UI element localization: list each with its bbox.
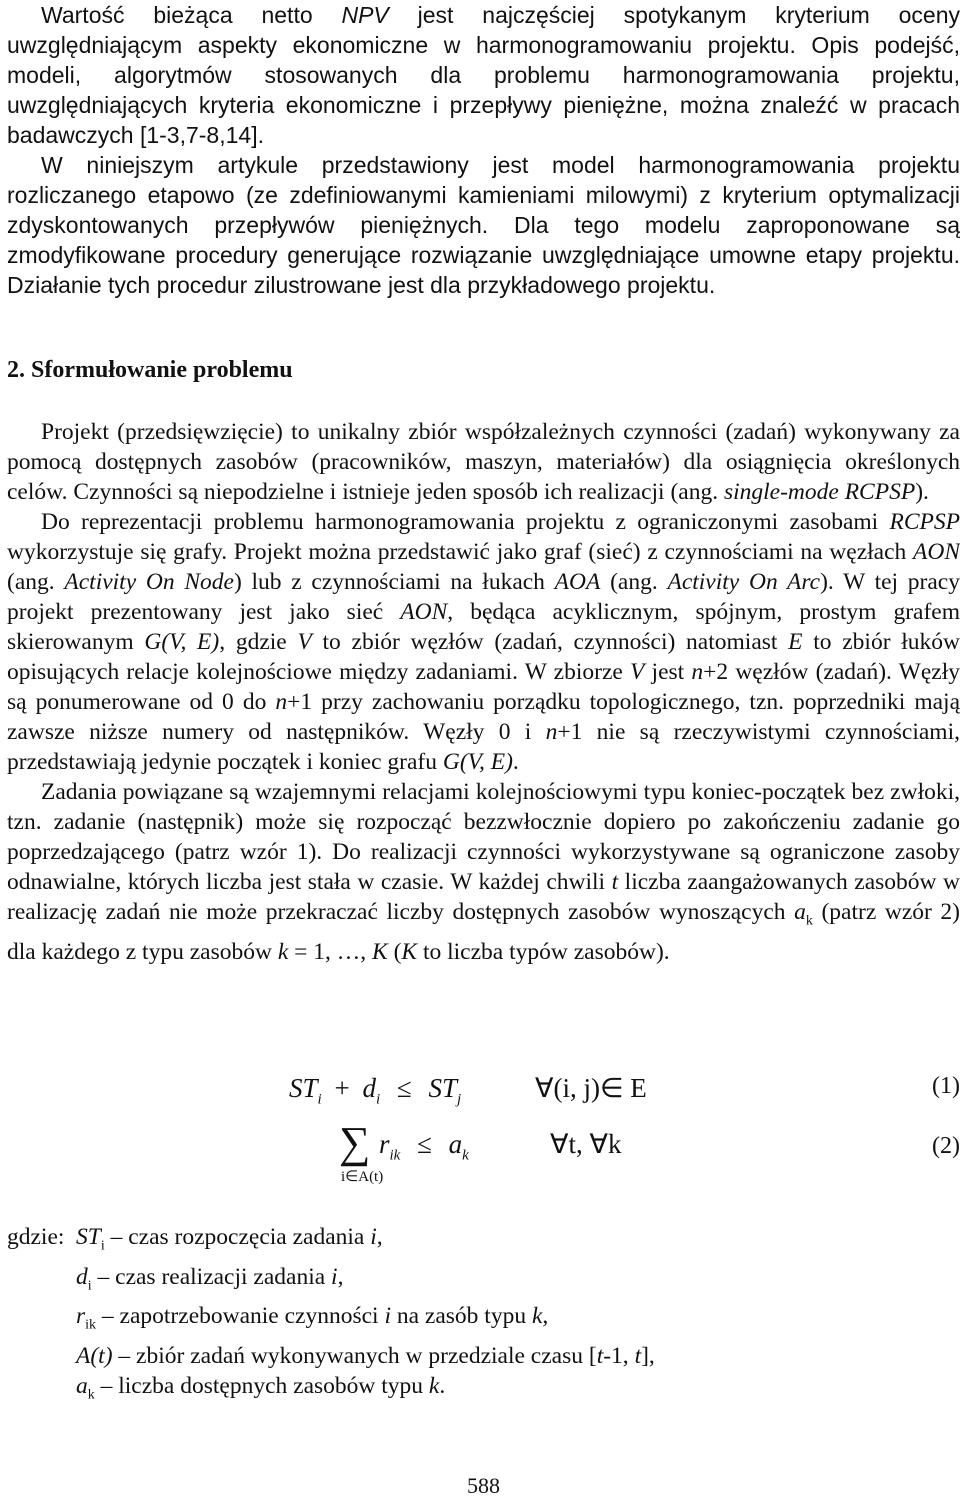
formula-1-condition: ∀(i, j)∈ E — [535, 1073, 647, 1103]
legend-item: $ST_i$ – czas rozpoczęcia zadania i, — [76, 1224, 383, 1254]
formula-2-condition: ∀t, ∀k — [550, 1129, 622, 1159]
intro-paragraph-1: Wartość bieżąca netto NPV jest najczęściej spotykanym kryterium oceny uwzględniającym aspekty ekonomiczne w harmonogramowaniu projektu. Opis podejść, modeli, algorytmów stosowanych dla problemu harmonogramowania projektu, uwzględniających kryteria ekonomiczne i przepływy pieniężne, można znaleźć w pracach badawczych [1-3,7-8,14]. — [7, 2, 960, 148]
section-paragraph-1: Projekt (przedsięwzięcie) to unikalny zbiór współzależnych czynności (zadań) wykonywany za pomocą dostępnych zasobów (pracowników, maszyn, materiałów) dla osiągnięcia określonych celów. Czynności są niepodzielne i istnieje jeden sposób ich realizacji (ang. single-mode RCPSP). — [7, 419, 960, 505]
formula-2 — [7, 1118, 960, 1195]
formula-1-number: (1) — [932, 1073, 960, 1099]
section-paragraph-3: Zadania powiązane są wzajemnymi relacjami kolejnościowymi typu koniec-początek bez zwłoki, tzn. zadanie (następnik) może się rozpocząć bezzwłocznie dopiero po zakończeniu zadanie go poprzedzającego (patrz wzór 1). Do realizacji czynności wykorzystywane są ograniczone zasoby odnawialne, których liczba jest stała w czasie. W każdej chwili t liczba zaangażowanych zasobów w realizację zadań nie może przekraczać liczby dostępnych zasobów wynoszących $a_k$ (patrz wzór 2) dla każdego z typu zasobów k = 1, …, K (K to liczba typów zasobów). — [7, 779, 960, 965]
symbol-legend — [7, 1222, 655, 1411]
legend-item: $r_{ik}$ – zapotrzebowanie czynności i na zasób typu k, — [76, 1303, 549, 1334]
legend-row-0 — [7, 1222, 655, 1262]
section-body — [7, 417, 960, 967]
intro-paragraph-2: W niniejszym artykule przedstawiony jest model harmonogramowania projektu rozliczanego etapowo (ze zdefiniowanymi kamieniami milowymi) z kryterium optymalizacji zdyskontowanych przepływów pieniężnych. Dla tego modelu zaproponowane są zmodyfikowane procedury generujące rozwiązanie uwzględniające umowne etapy projektu. Działanie tych procedur zilustrowane jest dla przykładowego projektu. — [7, 152, 960, 298]
formula-2-lhs: $r_{ik} \le a_k$ — [379, 1129, 469, 1164]
formula-1-lhs: $ST_i + d_i \le ST_j$ — [289, 1073, 462, 1108]
legend-item: $d_i$ – czas realizacji zadania i, — [76, 1263, 344, 1294]
legend-lead: gdzie: — [7, 1224, 65, 1250]
formula-2-number: (2) — [932, 1133, 960, 1159]
section-paragraph-2: Do reprezentacji problemu harmonogramowania projektu z ograniczonymi zasobami RCPSP wykorzystuje się grafy. Projekt można przedstawić jako graf (sieć) z czynnościami na węzłach AON (ang. Activity On Node) lub z czynnościami na łukach AOA (ang. Activity On Arc). W tej pracy projekt prezentowany jest jako sieć AON, będąca acyklicznym, spójnym, prostym grafem skierowanym G(V, E), gdzie V to zbiór węzłów (zadań, czynności) natomiast E to zbiór łuków opisujących relacje kolejnościowe między zadaniami. W zbiorze V jest n+2 węzłów (zadań). Węzły są ponumerowane od 0 do n+1 przy zachowaniu porządku topologicznego, tzn. poprzedniki mają zawsze niższe numery od następników. Węzły 0 i n+1 nie są rzeczywistymi czynnościami, przedstawiają jedynie początek i koniec grafu G(V, E). — [7, 509, 960, 775]
legend-item: A(t) – zbiór zadań wykonywanych w przedziale czasu [t-1, t], — [76, 1343, 655, 1370]
section-heading: 2. Sformułowanie problemu — [7, 357, 293, 383]
sum-subscript: i∈A(t) — [341, 1169, 384, 1185]
page-number: 588 — [467, 1473, 500, 1498]
sum-symbol: ∑ — [339, 1118, 371, 1167]
legend-item: $a_k$ – liczba dostępnych zasobów typu k. — [76, 1373, 446, 1403]
